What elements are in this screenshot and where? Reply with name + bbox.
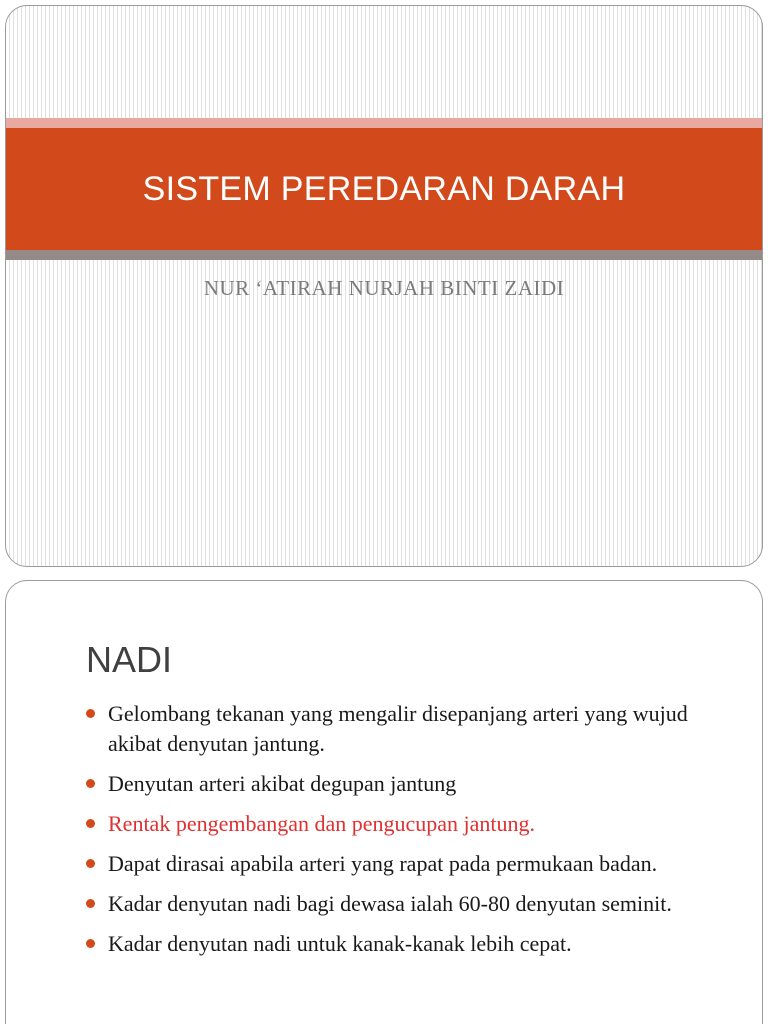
bullet-text: Kadar denyutan nadi untuk kanak-kanak lebih cepat. — [108, 931, 572, 956]
bullet-item — [86, 929, 726, 959]
content-slide — [5, 580, 763, 1024]
bullet-dot-icon — [86, 819, 95, 828]
bullet-item — [86, 699, 726, 759]
bullet-item — [86, 849, 726, 879]
content-heading: NADI — [86, 639, 173, 680]
title-band-bottom-stripe — [6, 250, 762, 260]
bullet-item-highlighted — [86, 809, 726, 839]
bullet-text: Rentak pengembangan dan pengucupan jantung. — [108, 811, 536, 836]
title-slide — [5, 5, 763, 567]
bullet-dot-icon — [86, 709, 95, 718]
bullet-text: Kadar denyutan nadi bagi dewasa ialah 60-80 denyutan seminit. — [108, 891, 672, 916]
slide-subtitle: NUR ‘ATIRAH NURJAH BINTI ZAIDI — [203, 276, 565, 300]
bullet-text: Denyutan arteri akibat degupan jantung — [108, 771, 457, 796]
bullet-dot-icon — [86, 859, 95, 868]
bullet-text: Dapat dirasai apabila arteri yang rapat pada permukaan badan. — [108, 851, 658, 876]
bullet-dot-icon — [86, 939, 95, 948]
bullet-dot-icon — [86, 899, 95, 908]
title-band-top-stripe — [6, 118, 762, 128]
bullet-text: Gelombang tekanan yang mengalir disepanjang arteri yang wujud akibat denyutan jantung. — [108, 701, 688, 756]
bullet-item — [86, 889, 726, 919]
title-band — [6, 128, 762, 250]
bullet-item — [86, 769, 726, 799]
bullet-list — [86, 699, 726, 969]
bullet-dot-icon — [86, 779, 95, 788]
slide-title: SISTEM PEREDARAN DARAH — [142, 169, 626, 208]
